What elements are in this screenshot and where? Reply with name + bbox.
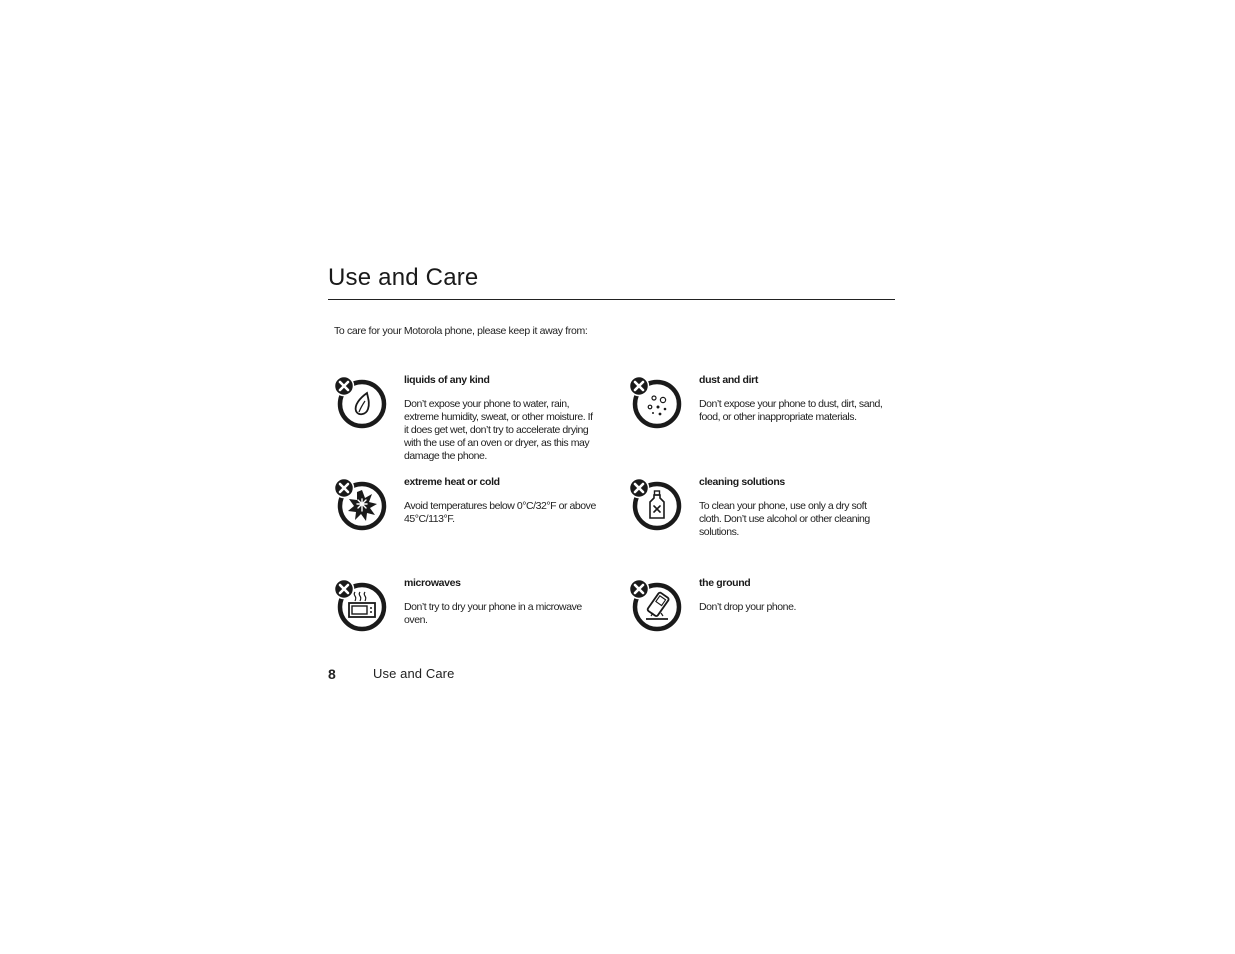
item-heading: liquids of any kind xyxy=(404,374,490,386)
care-item-liquids xyxy=(334,374,624,464)
heat-cold-icon xyxy=(334,476,394,536)
cleaning-bottle-icon xyxy=(629,476,689,536)
dust-icon xyxy=(629,374,689,434)
item-heading: dust and dirt xyxy=(699,374,759,386)
item-heading: microwaves xyxy=(404,577,461,589)
item-heading: cleaning solutions xyxy=(699,476,785,488)
water-drop-icon xyxy=(334,374,394,434)
item-description: Don’t expose your phone to water, rain, extreme humidity, sweat, or other moisture. If it does get wet, don’t try to accelerate drying with the use of an oven or dryer, as this may damage the phone. xyxy=(404,398,593,462)
page-title: Use and Care xyxy=(328,264,479,291)
care-item-microwaves xyxy=(334,577,624,667)
care-item-heat-cold xyxy=(334,476,624,566)
dropped-phone-icon xyxy=(629,577,689,637)
page-number: 8 xyxy=(328,666,336,682)
item-heading: the ground xyxy=(699,577,751,589)
intro-text: To care for your Motorola phone, please keep it away from: xyxy=(334,325,588,337)
title-rule xyxy=(328,299,895,300)
footer-section-label: Use and Care xyxy=(373,666,455,681)
item-description: To clean your phone, use only a dry soft cloth. Don’t use alcohol or other cleaning solutions. xyxy=(699,500,870,538)
care-item-ground xyxy=(629,577,919,667)
item-heading: extreme heat or cold xyxy=(404,476,500,488)
item-description: Avoid temperatures below 0°C/32°F or above 45°C/113°F. xyxy=(404,500,596,525)
item-description: Don’t drop your phone. xyxy=(699,601,796,613)
microwave-icon xyxy=(334,577,394,637)
item-description: Don’t expose your phone to dust, dirt, sand, food, or other inappropriate materials. xyxy=(699,398,883,423)
care-item-cleaning xyxy=(629,476,919,566)
item-description: Don’t try to dry your phone in a microwave oven. xyxy=(404,601,582,626)
care-item-dust xyxy=(629,374,919,464)
